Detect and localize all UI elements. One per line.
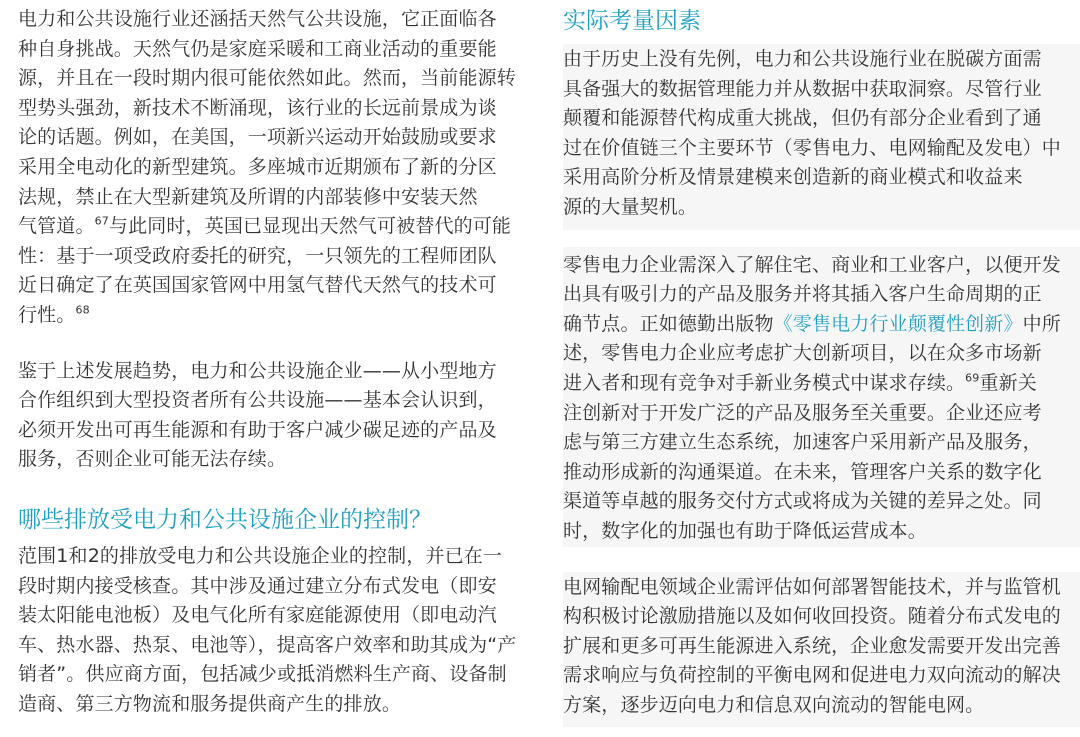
left-p1-text2: 与此同时，英国已显现出天然气可被替代的可能 性：基于一项受政府委托的研究，一只领先的工程师团队 近日确定了在英国国家管网中用氢气替代天然气的技术可 行性。 <box>18 215 512 326</box>
publication-link[interactable]: 《零售电力行业颠覆性创新》 <box>773 312 1023 335</box>
right-paragraph-2 <box>563 251 1073 547</box>
footnote-ref-67: 67 <box>94 214 109 228</box>
left-paragraph-2: 鉴于上述发展趋势，电力和公共设施企业——从小型地方 合作组织到大型投资者所有公共设施——基本会认识到， 必须开发出可再生能源和有助于客户减少碳足迹的产品及 服务，否则企业可能无法存续。 <box>18 359 497 471</box>
section-heading-considerations: 实际考量因素 <box>563 8 701 34</box>
right-p2-text-a: 零售电力企业需深入了解住宅、商业和工业客户，以便开发 出具有吸引力的产品及服务并将其插入客户生命周期的正 确节点。正如德勤出版物 <box>563 253 1061 335</box>
left-column <box>18 0 540 719</box>
footnote-ref-69: 69 <box>965 371 980 385</box>
section-heading-emissions: 哪些排放受电力和公共设施企业的控制？ <box>18 506 432 533</box>
left-p1-text: 电力和公共设施行业还涵括天然气公共设施，它正面临各 种自身挑战。天然气仍是家庭采暖和工商业活动的重要能 源，并且在一段时期内很可能依然如此。然而，当前能源转 型势头强劲，新技术不断涌现，该行业的长远前景成为谈 论的话题。例如，在美国，一项新兴运动开始鼓励或要求 采用全电动化的新型建筑。多座城市近期颁布了新的分区 法规，禁止在大型新建筑及所谓的内部装修中安装天然 气管道。 <box>18 8 516 238</box>
right-paragraph-1: 由于历史上没有先例，电力和公共设施行业在脱碳方面需 具备强大的数据管理能力并从数据中获取洞察。尽管行业 颠覆和能源替代构成重大挑战，但仍有部分企业看到了通 过在价值链三个主要环节（零售电力、电网输配及发电）中 采用高阶分析及情景建模来创造新的商业模式和收益来 源的大量契机。 <box>563 45 1073 223</box>
right-paragraph-3: 电网输配电领域企业需评估如何部署智能技术，并与监管机 构积极讨论激励措施以及如何收回投资。随着分布式发电的 扩展和更多可再生能源进入系统，企业愈发需要开发出完善 需求响应与负荷控制的平衡电网和促进电力双向流动的解决 方案，逐步迈向电力和信息双向流动的智能电网。 <box>563 573 1073 721</box>
right-p2-text-b: 中所 述，零售电力企业应考虑扩大创新项目，以在众多市场新 进入者和现有竞争对手新业务模式中谋求存续。 <box>563 312 1061 394</box>
left-paragraph-3: 范围1和2的排放受电力和公共设施企业的控制，并已在一 段时期内接受核查。其中涉及通过建立分布式发电（即安 装太阳能电池板）及电气化所有家庭能源使用（即电动汽 车、热水器、热泵、电池等），提高客户效率和助其成为“产 销者”。供应商方面，包括减少或抵消燃料生产商、设备制 造商、第三方物流和服务提供商产生的排放。 <box>18 544 517 715</box>
left-paragraph-1 <box>18 5 540 331</box>
footnote-ref-68: 68 <box>75 303 90 317</box>
right-column <box>563 0 1073 720</box>
right-p2-text-c: 重新关 注创新对于开发广泛的产品及服务至关重要。企业还应考 虑与第三方建立生态系统，加速客户采用新产品及服务， 推动形成新的沟通渠道。在未来，管理客户关系的数字化 渠道等卓越的服务交付方式或将成为关键的差异之处。同 时，数字化的加强也有助于降低运营成本。 <box>563 371 1042 542</box>
